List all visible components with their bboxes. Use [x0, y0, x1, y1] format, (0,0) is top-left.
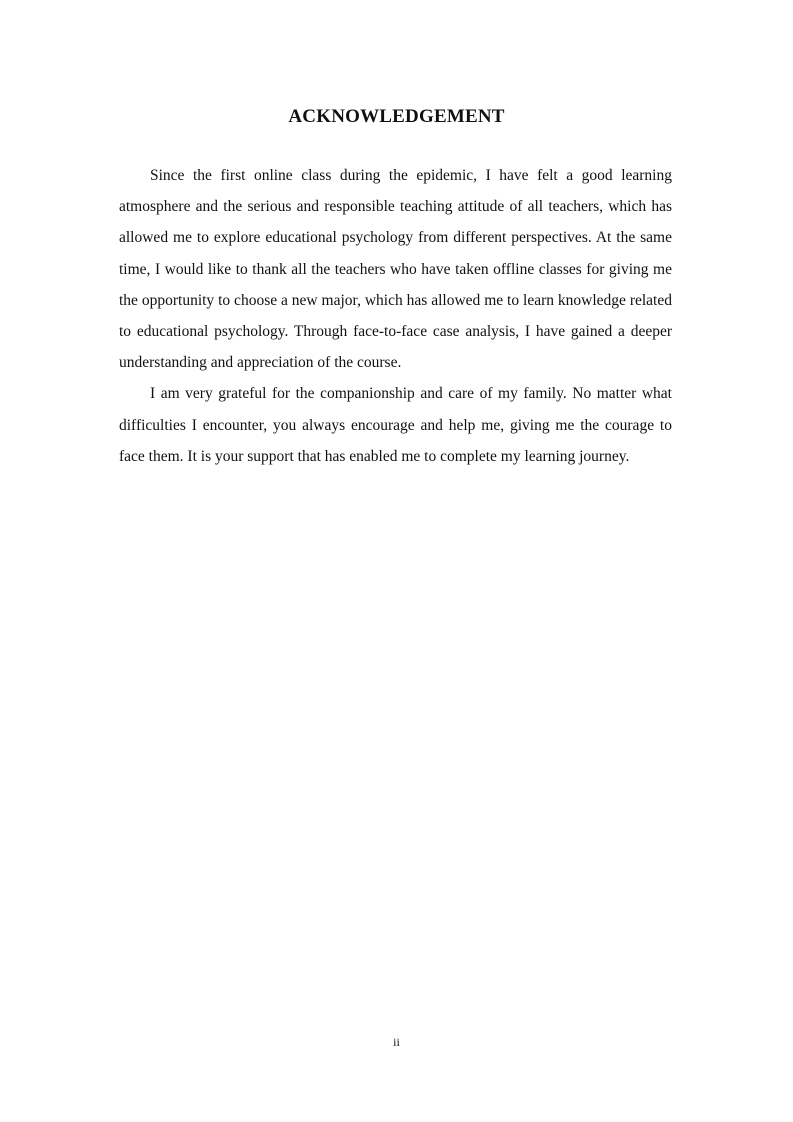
paragraph-1: Since the first online class during the epidemic, I have felt a good learning atmosphere and the serious and responsible teaching attitude of all teachers, which has allowed me to explore educational psychology from different perspectives. At the same time, I would like to thank all the teachers who have taken offline classes for giving me the opportunity to choose a new major, which has allowed me to learn knowledge related to educational psychology. Through face-to-face case analysis, I have gained a deeper understanding and appreciation of the course. [119, 167, 672, 372]
paragraph-2: I am very grateful for the companionship and care of my family. No matter what difficulties I encounter, you always encourage and help me, giving me the courage to face them. It is your support that has enabled me to complete my learning journey. [119, 385, 672, 465]
page-title: ACKNOWLEDGEMENT [288, 106, 505, 127]
page-number: ii [393, 1035, 400, 1049]
acknowledgement-body [119, 160, 672, 472]
